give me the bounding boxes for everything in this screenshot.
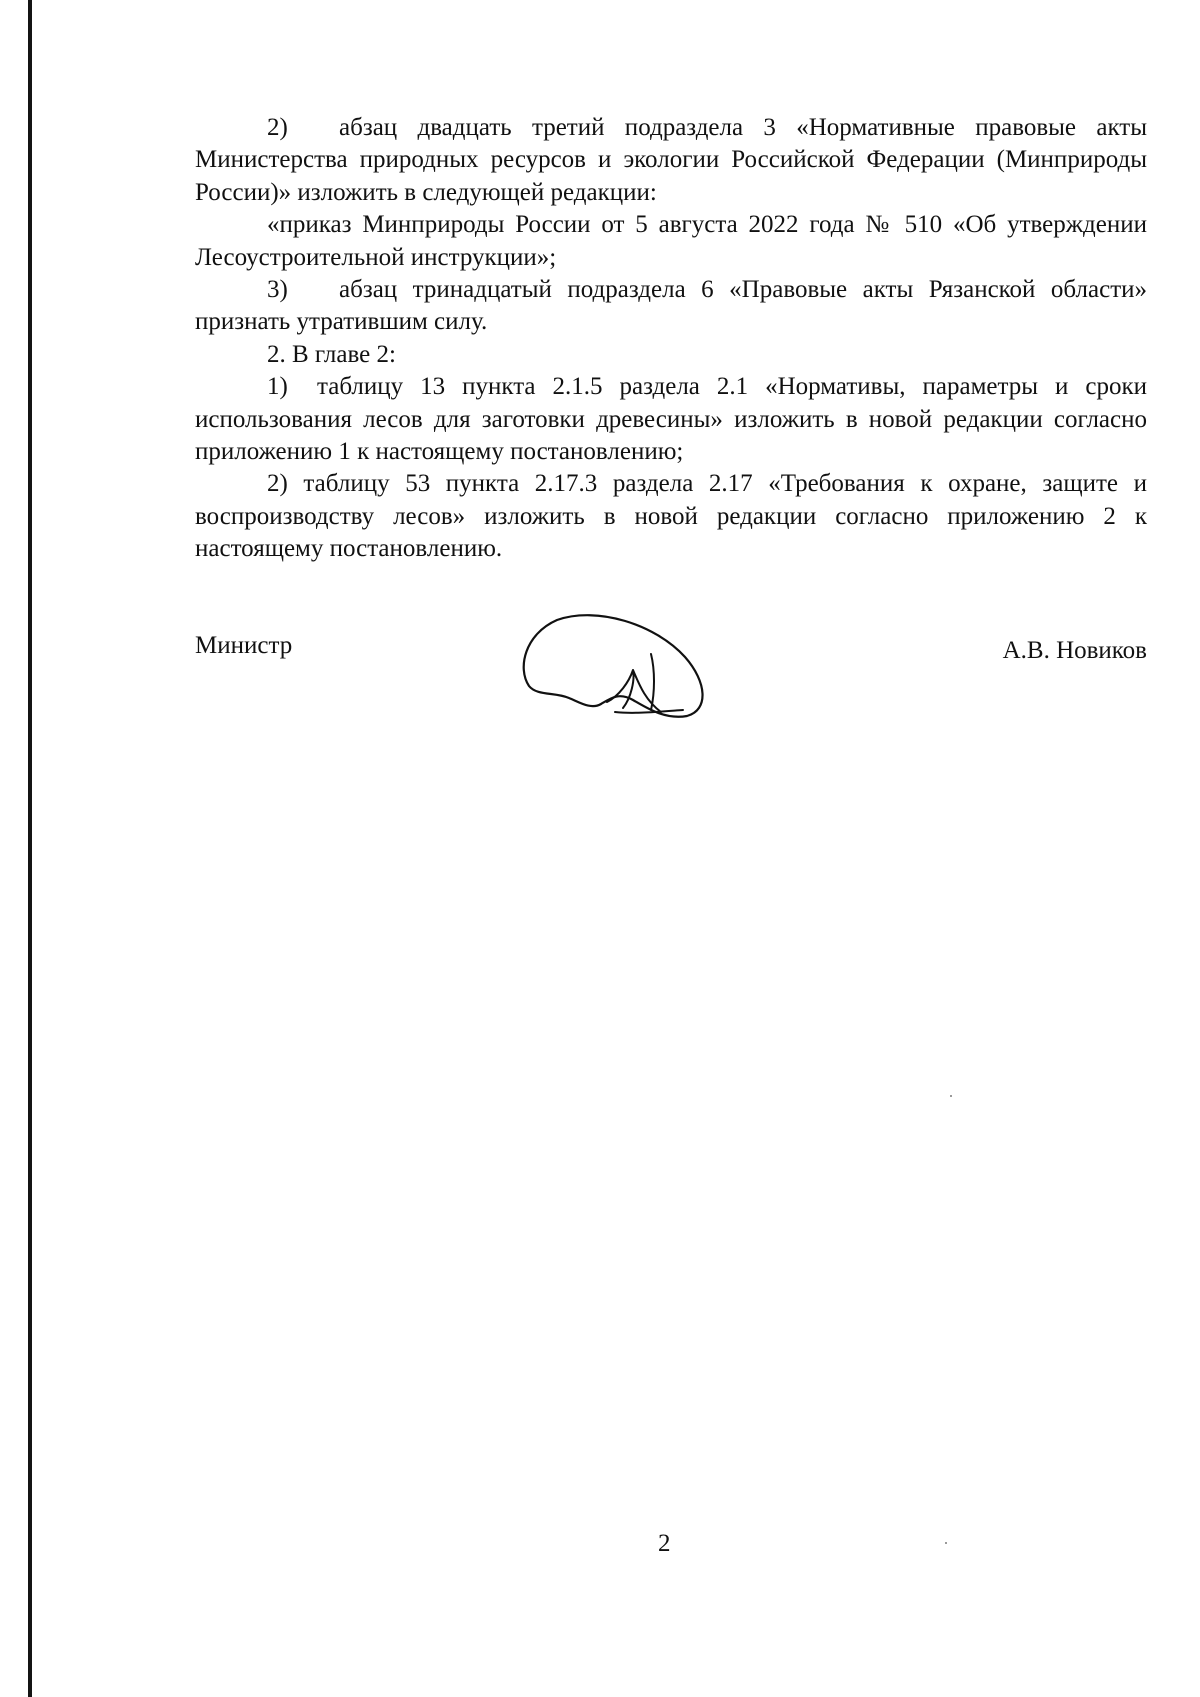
paragraph-text: таблицу 13 пункта 2.1.5 раздела 2.1 «Нормативы, параметры и сроки использования лесов для заготовки древесины» изложить в новой редакции согласно приложению 1 к настоящему постановлению; bbox=[195, 373, 1147, 466]
paragraph-text: 2. В главе 2: bbox=[267, 340, 396, 368]
scan-edge-line bbox=[28, 0, 32, 1697]
signature-block bbox=[195, 612, 1147, 722]
signer-title: Министр bbox=[195, 632, 293, 659]
paragraph-number: 1) bbox=[267, 373, 288, 401]
paragraph-item-2-table-53 bbox=[195, 468, 1147, 565]
paragraph-number: 3) bbox=[267, 276, 288, 304]
signer-name: А.В. Новиков bbox=[1002, 637, 1147, 664]
paragraph-number: 2) bbox=[267, 114, 288, 141]
document-body bbox=[195, 112, 1147, 566]
paragraph-item-2 bbox=[195, 112, 1147, 209]
scan-speck bbox=[950, 1095, 952, 1097]
paragraph-text: 2) таблицу 53 пункта 2.17.3 раздела 2.17 «Требования к охране, защите и воспроизводству лесов» изложить в новой редакции согласно приложению 2 к настоящему постановлению. bbox=[195, 470, 1147, 563]
handwritten-signature bbox=[515, 612, 715, 722]
chapter-heading-paragraph bbox=[195, 339, 1147, 371]
paragraph-text: абзац тринадцатый подраздела 6 «Правовые акты Рязанской области» признать утратившим силу. bbox=[195, 276, 1147, 336]
paragraph-item-3 bbox=[195, 274, 1147, 339]
paragraph-text: абзац двадцать третий подраздела 3 «Нормативные правовые акты Министерства природных ресурсов и экологии Российской Федерации (Минприроды России)» изложить в следующей редакции: bbox=[195, 114, 1147, 206]
paragraph-item-1 bbox=[195, 371, 1147, 468]
paragraph-text: «приказ Минприроды России от 5 августа 2022 года № 510 «Об утверждении Лесоустроительной инструкции»; bbox=[195, 211, 1147, 271]
page-number: 2 bbox=[658, 1530, 671, 1557]
quoted-order-paragraph bbox=[195, 209, 1147, 274]
scan-speck bbox=[945, 1542, 947, 1544]
